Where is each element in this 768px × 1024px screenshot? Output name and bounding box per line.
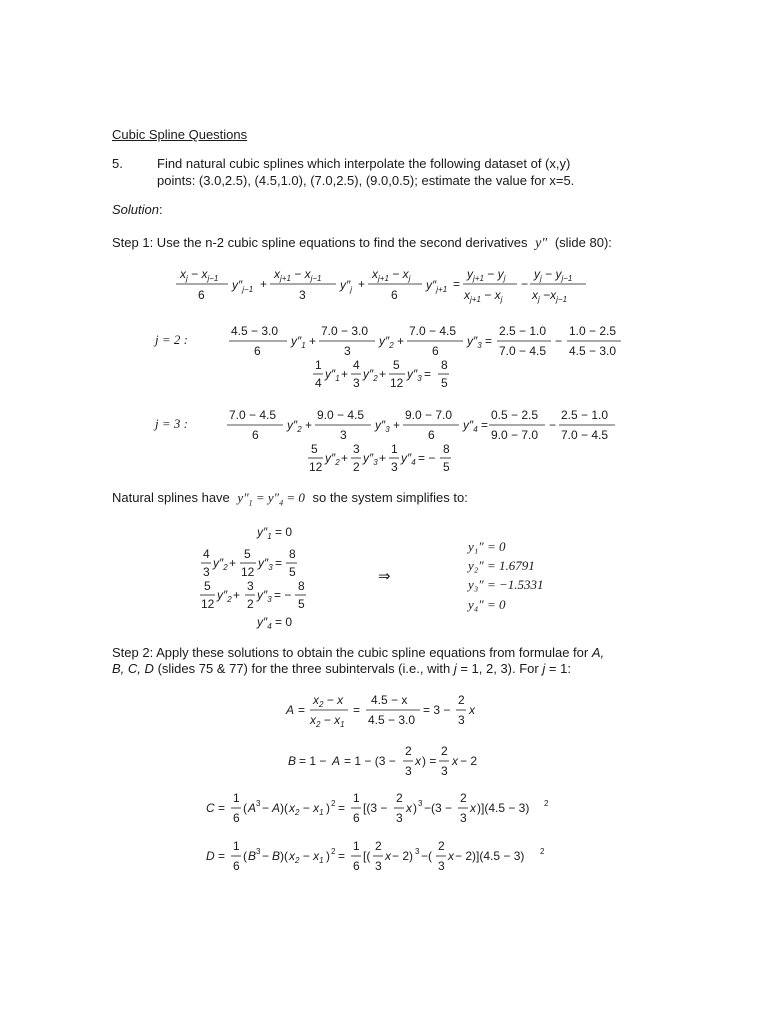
solution-y1: y₁″ = 0	[468, 539, 506, 554]
svg-text:y″4: $y''_4$	[463, 418, 478, 434]
step2-tail: (slides 75 & 77) for the three subintervals (i.e., with	[157, 661, 451, 676]
svg-text:y″3: $y''_3$	[257, 588, 272, 604]
svg-text:y″2: $y''_2$	[379, 334, 394, 350]
svg-text:y″1 = 0: $y''_1 = 0$	[257, 525, 293, 541]
solution-label	[112, 202, 163, 218]
svg-text:2: 2	[331, 847, 336, 856]
svg-text:y″2: $y''_2$	[213, 556, 228, 572]
svg-text:+: +	[379, 451, 387, 465]
svg-text:): )	[326, 849, 330, 863]
svg-text:y″3: $y''_3$	[363, 451, 378, 467]
svg-text:y″2: $y''_2$	[363, 367, 378, 383]
svg-text:3: 3	[247, 579, 254, 593]
svg-text:y″4: $y''_4$	[401, 451, 416, 467]
svg-text:+: +	[358, 277, 366, 291]
svg-text:3: 3	[458, 713, 465, 727]
question-text-line2: points: (3.0,2.5), (4.5,1.0), (7.0,2.5), (9.0,0.5); estimate the value for x=5.	[157, 173, 575, 188]
svg-text:6: 6	[254, 344, 261, 358]
svg-text:=: =	[481, 418, 489, 432]
general-spline-equation	[170, 262, 600, 312]
svg-text:): )	[413, 801, 417, 815]
svg-text:8: 8	[289, 547, 296, 561]
svg-text:2: 2	[396, 791, 403, 805]
svg-text:= 3 −: = 3 −	[423, 703, 451, 717]
svg-text:B: B	[288, 754, 297, 768]
step2-text: Step 2: Apply these solutions to obtain the cubic spline equations from formulae for	[112, 645, 589, 660]
svg-text:4.5 − 3.0: 4.5 − 3.0	[368, 713, 416, 727]
svg-text:6: 6	[233, 811, 240, 825]
natural-text-b: so the system simplifies to:	[312, 490, 468, 505]
svg-text:yj+1 − yj: $y_{j+1} - y_j$	[467, 267, 506, 283]
svg-text:−: −	[521, 277, 529, 291]
svg-text:xj −xj−1: $x_j -x_{j-1}$	[532, 288, 568, 304]
svg-text:=: =	[353, 703, 361, 717]
svg-text:3: 3	[391, 460, 398, 474]
svg-text:2.5 − 1.0: 2.5 − 1.0	[561, 408, 609, 422]
svg-text:y″3: $y''_3$	[467, 334, 482, 350]
svg-text:6: 6	[198, 288, 205, 302]
svg-text:y″j+1: $y''_{j+1}$	[426, 278, 448, 294]
svg-text:8: 8	[443, 442, 450, 456]
svg-text:3: 3	[353, 376, 360, 390]
svg-text:12: 12	[241, 565, 255, 579]
svg-text:+: +	[229, 556, 237, 570]
svg-text:7.0 − 4.5: 7.0 − 4.5	[499, 344, 547, 358]
svg-text:x: x	[452, 754, 458, 768]
svg-text:+: +	[393, 418, 401, 432]
svg-text:(: (	[243, 801, 247, 815]
svg-text:+: +	[233, 588, 241, 602]
svg-text:=: =	[218, 801, 226, 815]
svg-text:2: 2	[540, 847, 545, 856]
svg-text:y″3: $y''_3$	[375, 418, 390, 434]
svg-text:A: A	[332, 754, 341, 768]
svg-text:yj − yj−1: $y_j - y_{j-1}$	[534, 267, 573, 283]
svg-text:=: =	[453, 277, 461, 291]
svg-text:2: 2	[405, 744, 412, 758]
svg-text:+: +	[305, 418, 313, 432]
natural-condition: $y''_1 = y''_4 = 0$	[237, 490, 305, 508]
reduced-system	[195, 518, 325, 633]
svg-text:6: 6	[432, 344, 439, 358]
svg-text:= −: = −	[418, 451, 436, 465]
second-derivative-symbol: y″	[535, 236, 548, 251]
svg-text:4.5 − 3.0: 4.5 − 3.0	[231, 324, 279, 338]
svg-text:=: =	[275, 556, 283, 570]
j3-equation	[225, 404, 625, 484]
svg-text:3: 3	[415, 847, 420, 856]
equation-C	[204, 790, 574, 830]
svg-text:−: −	[549, 418, 557, 432]
svg-text:6: 6	[391, 288, 398, 302]
svg-text:12: 12	[201, 597, 215, 611]
svg-text:3: 3	[353, 442, 360, 456]
svg-text:2: 2	[438, 839, 445, 853]
svg-text:2: 2	[441, 744, 448, 758]
svg-text:y″1: $y''_1$	[291, 334, 306, 350]
step2-j: j	[453, 661, 457, 676]
svg-text:y″j−1: $y''_{j-1}$	[232, 278, 254, 294]
svg-text:2: 2	[331, 799, 336, 808]
implies-arrow: ⇒	[378, 568, 391, 585]
svg-text:x: x	[415, 754, 421, 768]
svg-text:3: 3	[256, 847, 261, 856]
svg-text:12: 12	[309, 460, 323, 474]
question-text-line1: Find natural cubic splines which interpolate the following dataset of (x,y)	[157, 156, 571, 171]
svg-text:A: A	[286, 703, 295, 717]
svg-text:2: 2	[458, 693, 465, 707]
svg-text:xj+1 − xj−1: $x_{j+1} - x_{j-1}$	[274, 267, 322, 283]
step2-line2	[112, 661, 571, 677]
svg-text:y″3: $y''_3$	[407, 367, 422, 383]
svg-text:B: B	[272, 849, 281, 863]
svg-text:1: 1	[391, 442, 398, 456]
step2-A: A,	[591, 645, 605, 660]
svg-text:+: +	[379, 367, 387, 381]
svg-text:x: x	[385, 849, 391, 863]
j3-label: j = 3 :	[155, 416, 188, 431]
svg-text:6: 6	[353, 859, 360, 873]
svg-text:7.0 − 4.5: 7.0 − 4.5	[229, 408, 277, 422]
svg-text:0.5 − 2.5: 0.5 − 2.5	[491, 408, 539, 422]
svg-text:B: B	[248, 849, 257, 863]
svg-text:x: x	[469, 703, 475, 717]
step1-tail: (slide 80):	[554, 235, 612, 250]
solution-y2: y₂″ = 1.6791	[468, 558, 535, 573]
svg-text:1: 1	[353, 839, 360, 853]
svg-text:9.0 − 4.5: 9.0 − 4.5	[317, 408, 365, 422]
svg-text:+: +	[341, 451, 349, 465]
solution-colon: :	[158, 202, 163, 217]
svg-text:x2 − x1: $x_2 - x_1$	[289, 849, 324, 865]
step2-end: = 1:	[548, 661, 571, 676]
svg-text:=: =	[424, 367, 432, 381]
svg-text:A: A	[248, 801, 257, 815]
svg-text:+: +	[260, 277, 268, 291]
svg-text:−(3 −: −(3 −	[424, 801, 453, 815]
j2-equation	[225, 320, 625, 400]
svg-text:−: −	[262, 801, 270, 815]
equation-D	[204, 838, 574, 878]
svg-text:3: 3	[299, 288, 306, 302]
solution-y4: y₄″ = 0	[468, 597, 506, 612]
equation-B	[286, 743, 506, 783]
svg-text:+: +	[341, 367, 349, 381]
svg-text:2: 2	[544, 799, 549, 808]
svg-text:4: 4	[203, 547, 210, 561]
svg-text:5: 5	[441, 376, 448, 390]
svg-text:1: 1	[233, 791, 240, 805]
svg-text:x: x	[448, 849, 454, 863]
svg-text:A: A	[272, 801, 281, 815]
svg-text:5: 5	[311, 442, 318, 456]
svg-text:− 2): − 2)	[392, 849, 414, 863]
svg-text:7.0 − 4.5: 7.0 − 4.5	[409, 324, 457, 338]
svg-text:C: C	[206, 801, 215, 815]
svg-text:= 1 − (3 −: = 1 − (3 −	[344, 754, 396, 768]
svg-text:y″j: $y''_j$	[340, 278, 353, 294]
svg-text:y″3: $y''_3$	[258, 556, 273, 572]
svg-text:4.5 − 3.0: 4.5 − 3.0	[569, 344, 617, 358]
svg-text:7.0 − 4.5: 7.0 − 4.5	[561, 428, 609, 442]
svg-text:[(: [(	[363, 849, 371, 863]
svg-text:xj − xj−1: $x_j - x_{j-1}$	[180, 267, 219, 283]
svg-text:6: 6	[428, 428, 435, 442]
equation-A	[284, 690, 504, 734]
step2-D: D	[144, 661, 154, 676]
svg-text:3: 3	[460, 811, 467, 825]
svg-text:x: x	[406, 801, 412, 815]
svg-text:−: −	[262, 849, 270, 863]
step1-main: Step 1: Use the n-2 cubic spline equations to find the second derivatives	[112, 235, 528, 250]
svg-text:=: =	[218, 849, 226, 863]
svg-text:5: 5	[443, 460, 450, 474]
svg-text:3: 3	[344, 344, 351, 358]
svg-text:1: 1	[353, 791, 360, 805]
svg-text:3: 3	[438, 859, 445, 873]
svg-text:=: =	[338, 849, 346, 863]
svg-text:1.0 − 2.5: 1.0 − 2.5	[569, 324, 617, 338]
natural-text-a: Natural splines have	[112, 490, 230, 505]
svg-text:3: 3	[203, 565, 210, 579]
svg-text:+: +	[309, 334, 317, 348]
svg-text:9.0 − 7.0: 9.0 − 7.0	[491, 428, 539, 442]
svg-text:6: 6	[233, 859, 240, 873]
svg-text:[(3 −: [(3 −	[363, 801, 388, 815]
svg-text:5: 5	[244, 547, 251, 561]
solution-word: Solution	[112, 202, 159, 217]
svg-text:x2 − x1: $x_2 - x_1$	[310, 713, 345, 729]
svg-text:xj+1 − xj: $x_{j+1} - x_j$	[372, 267, 411, 283]
svg-text:x: x	[470, 801, 476, 815]
j2-label: j = 2 :	[155, 332, 188, 347]
svg-text:=: =	[338, 801, 346, 815]
solution-y3: y₃″ = −1.5331	[468, 577, 544, 592]
svg-text:4: 4	[353, 358, 360, 372]
svg-text:)(: )(	[280, 849, 288, 863]
svg-text:)](4.5 − 3): )](4.5 − 3)	[477, 801, 530, 815]
natural-splines-text	[112, 490, 468, 512]
svg-text:= 1 −: = 1 −	[299, 754, 327, 768]
step1-text	[112, 235, 612, 252]
svg-text:)(: )(	[280, 801, 288, 815]
svg-text:2: 2	[247, 597, 254, 611]
svg-text:x2 − x1: $x_2 - x_1$	[289, 801, 324, 817]
svg-text:1: 1	[233, 839, 240, 853]
svg-text:x2 − x: $x_2 - x$	[313, 693, 344, 709]
svg-text:−: −	[555, 334, 563, 348]
svg-text:y″2: $y''_2$	[325, 451, 340, 467]
svg-text:2: 2	[375, 839, 382, 853]
svg-text:+: +	[397, 334, 405, 348]
svg-text:y″1: $y''_1$	[325, 367, 340, 383]
svg-text:− 2: − 2	[460, 754, 478, 768]
step2-line1	[112, 645, 604, 661]
svg-text:3: 3	[375, 859, 382, 873]
svg-text:y″2: $y''_2$	[217, 588, 232, 604]
svg-text:3: 3	[418, 799, 423, 808]
svg-text:4: 4	[315, 376, 322, 390]
svg-text:8: 8	[441, 358, 448, 372]
svg-text:y″4 = 0: $y''_4 = 0$	[257, 615, 293, 631]
svg-text:3: 3	[405, 764, 412, 778]
svg-text:1: 1	[315, 358, 322, 372]
step2-tail2: = 1, 2, 3). For	[460, 661, 539, 676]
svg-text:8: 8	[298, 579, 305, 593]
svg-text:3: 3	[441, 764, 448, 778]
svg-text:) =: ) =	[422, 754, 437, 768]
svg-text:D: D	[206, 849, 215, 863]
svg-text:− 2)](4.5 − 3): − 2)](4.5 − 3)	[455, 849, 525, 863]
step2-C: C,	[127, 661, 141, 676]
svg-text:2.5 − 1.0: 2.5 − 1.0	[499, 324, 547, 338]
svg-text:=: =	[298, 703, 306, 717]
svg-text:5: 5	[393, 358, 400, 372]
svg-text:3: 3	[396, 811, 403, 825]
question-number: 5.	[112, 156, 123, 171]
svg-text:12: 12	[390, 376, 404, 390]
svg-text:7.0 − 3.0: 7.0 − 3.0	[321, 324, 369, 338]
svg-text:−(: −(	[421, 849, 433, 863]
svg-text:5: 5	[204, 579, 211, 593]
svg-text:9.0 − 7.0: 9.0 − 7.0	[405, 408, 453, 422]
svg-text:3: 3	[256, 799, 261, 808]
svg-text:6: 6	[252, 428, 259, 442]
svg-text:5: 5	[298, 597, 305, 611]
svg-text:(: (	[243, 849, 247, 863]
step2-j1: j	[542, 661, 546, 676]
svg-text:): )	[326, 801, 330, 815]
svg-text:2: 2	[353, 460, 360, 474]
svg-text:6: 6	[353, 811, 360, 825]
svg-text:=: =	[485, 334, 493, 348]
svg-text:= −: = −	[274, 588, 292, 602]
svg-text:xj+1 − xj: $x_{j+1} - x_j$	[464, 288, 503, 304]
svg-text:y″2: $y''_2$	[287, 418, 302, 434]
page-title: Cubic Spline Questions	[112, 127, 248, 142]
svg-text:5: 5	[289, 565, 296, 579]
step2-B: B,	[112, 661, 125, 676]
svg-text:3: 3	[340, 428, 347, 442]
svg-text:4.5 − x: 4.5 − x	[371, 693, 408, 707]
svg-text:2: 2	[460, 791, 467, 805]
